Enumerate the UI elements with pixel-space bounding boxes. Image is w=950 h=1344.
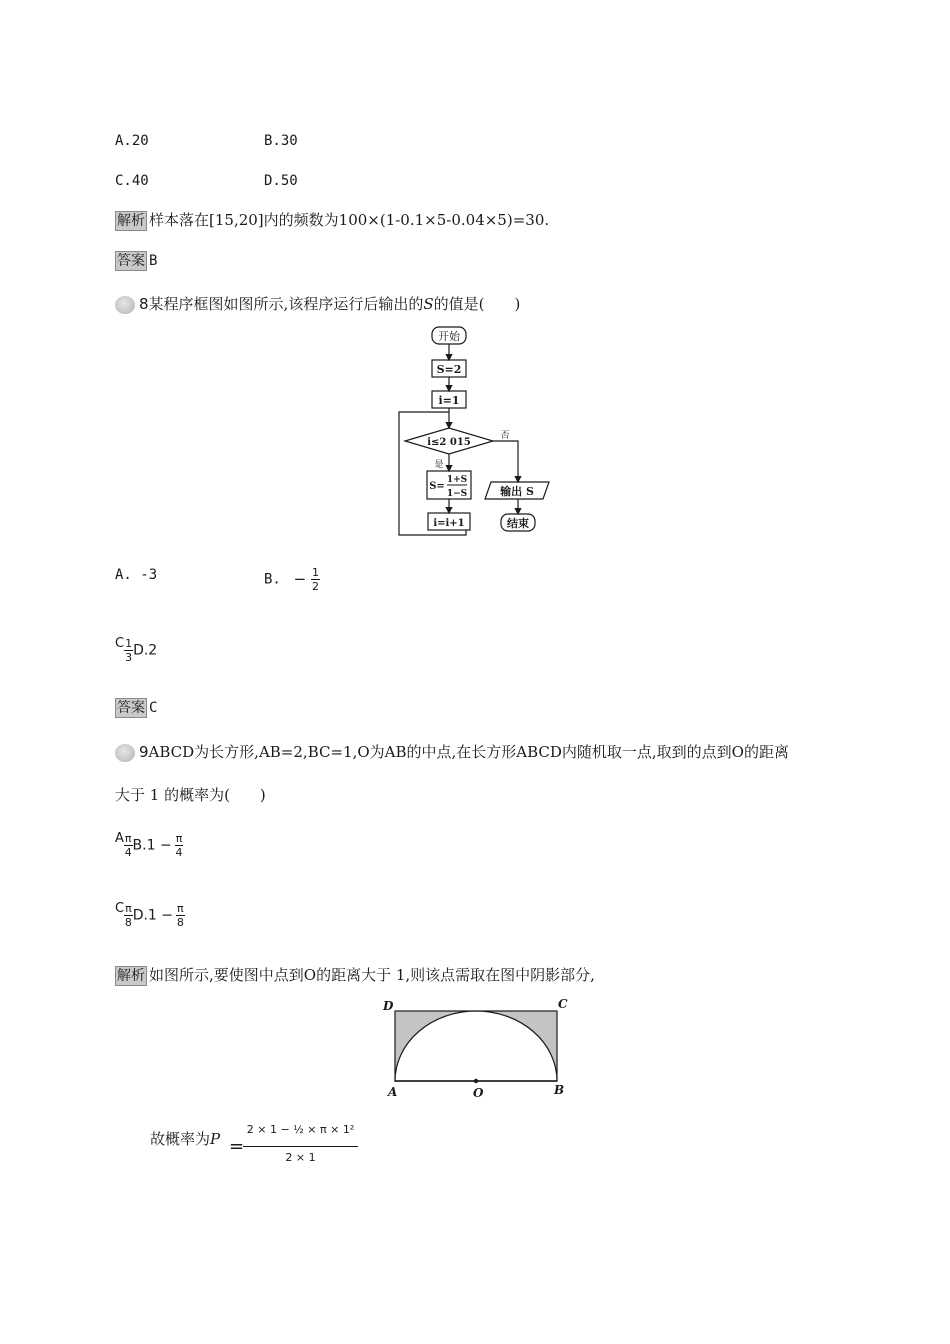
- q9-analysis: [115, 966, 595, 986]
- label-d: D: [383, 999, 394, 1013]
- q8-option-b-prefix: B.: [264, 571, 281, 588]
- q8-number: 8: [139, 295, 149, 313]
- flow-end-label: 结束: [507, 517, 529, 530]
- q9-stem-line1: [115, 744, 789, 762]
- q9-probability-prefix: [150, 1132, 220, 1147]
- answer-tag: 答案: [117, 253, 145, 269]
- q8-answer-value: C: [149, 700, 158, 716]
- q9-stem-line2: 大于 1 的概率为( ): [115, 786, 266, 804]
- frac-num: 1: [125, 637, 133, 650]
- q9-option-d-prefix: D.1 −: [132, 907, 174, 924]
- q9-rectangle-figure: [380, 996, 570, 1100]
- question-bullet-icon: [115, 296, 135, 314]
- q9-stem-line1-text: ABCD为长方形,AB=2,BC=1,O为AB的中点,在长方形ABCD内随机取一点,取到的点到O的距离: [148, 743, 789, 761]
- answer-tag: 答案: [117, 700, 145, 716]
- question-bullet-icon: [115, 744, 135, 762]
- frac-den: 2: [312, 580, 319, 593]
- q8-option-c-letter: C: [115, 636, 125, 651]
- frac-num: 1: [312, 566, 319, 579]
- q9-option-c-letter: C: [115, 901, 125, 916]
- q8-option-d: D.2: [133, 642, 158, 659]
- q8-option-b-fraction: [311, 566, 320, 593]
- q7-option-c: C.40: [115, 173, 149, 189]
- flow-init-s-label: S=2: [436, 363, 462, 376]
- flow-start-label: 开始: [438, 330, 460, 343]
- frac-den: 4: [175, 846, 183, 859]
- q8-flowchart: [395, 325, 565, 540]
- label-b: B: [554, 1083, 565, 1097]
- analysis-tag: 解析: [117, 968, 145, 984]
- flow-no-label: 否: [500, 431, 510, 441]
- flow-assign-lhs: S=: [429, 481, 445, 492]
- prob-fraction-bar: [243, 1146, 358, 1147]
- q7-analysis-text: 样本落在[15,20]内的频数为100×(1-0.1×5-0.04×5)=30.: [149, 211, 550, 229]
- frac-den: 3: [125, 651, 133, 664]
- q8-option-a: A. -3: [115, 567, 158, 583]
- prob-numerator: 2 × 1 − ½ × π × 1²: [246, 1123, 355, 1136]
- flow-assign-den: 1−S: [446, 489, 468, 499]
- q8-option-b: [264, 566, 320, 593]
- q9-analysis-text: 如图所示,要使图中点到O的距离大于 1,则该点需取在图中阴影部分,: [149, 966, 595, 984]
- analysis-tag: 解析: [117, 213, 145, 229]
- q9-option-d-fraction: [176, 902, 185, 929]
- q7-option-b: B.30: [264, 133, 298, 149]
- q9-option-a-fraction: [124, 832, 133, 859]
- q7-option-a: A.20: [115, 133, 149, 149]
- flow-output-label: 输出 S: [500, 485, 534, 498]
- q9-option-a-b: [115, 832, 183, 859]
- frac-den: 4: [124, 846, 132, 859]
- q7-answer: [115, 251, 157, 271]
- frac-num: π: [124, 832, 132, 845]
- q8-answer: [115, 698, 157, 718]
- frac-den: 8: [124, 916, 132, 929]
- q8-option-b-sign: −: [293, 569, 307, 588]
- frac-den: 8: [176, 916, 184, 929]
- flow-assign-num: 1+S: [446, 475, 468, 485]
- q9-option-c-d: [115, 902, 185, 929]
- q8-option-c-fraction: [124, 637, 133, 664]
- point-o: [474, 1079, 478, 1083]
- prob-denominator: 2 × 1: [285, 1151, 316, 1164]
- q8-stem: [115, 296, 520, 314]
- label-o: O: [473, 1086, 484, 1100]
- label-a: A: [388, 1085, 398, 1099]
- prob-equals: =: [229, 1136, 245, 1157]
- flow-incr-label: i=i+1: [433, 518, 465, 529]
- frac-num: π: [177, 902, 184, 915]
- q8-option-c-d: [115, 637, 157, 664]
- frac-num: π: [125, 902, 132, 915]
- q7-analysis: [115, 211, 549, 231]
- q7-option-d: D.50: [264, 173, 298, 189]
- q9-option-b-prefix: B.1 −: [132, 837, 172, 854]
- q9-number: 9: [139, 743, 149, 761]
- frac-num: π: [175, 832, 183, 845]
- label-c: C: [558, 997, 568, 1011]
- q9-option-c-fraction: [124, 902, 133, 929]
- q8-stem-post: 的值是( ): [433, 295, 521, 313]
- q9-option-a-letter: A: [115, 831, 124, 846]
- q9-option-b-fraction: [175, 832, 184, 859]
- flow-yes-label: 是: [434, 460, 444, 470]
- flow-cond-label: i≤2 015: [427, 437, 471, 448]
- q8-stem-pre: 某程序框图如图所示,该程序运行后输出的: [148, 295, 424, 313]
- prob-prefix-text: 故概率为: [150, 1130, 211, 1148]
- q7-answer-value: B: [149, 253, 158, 269]
- flow-init-i-label: i=1: [438, 394, 460, 407]
- prob-var: P: [210, 1130, 221, 1148]
- q8-stem-var: S: [423, 295, 434, 313]
